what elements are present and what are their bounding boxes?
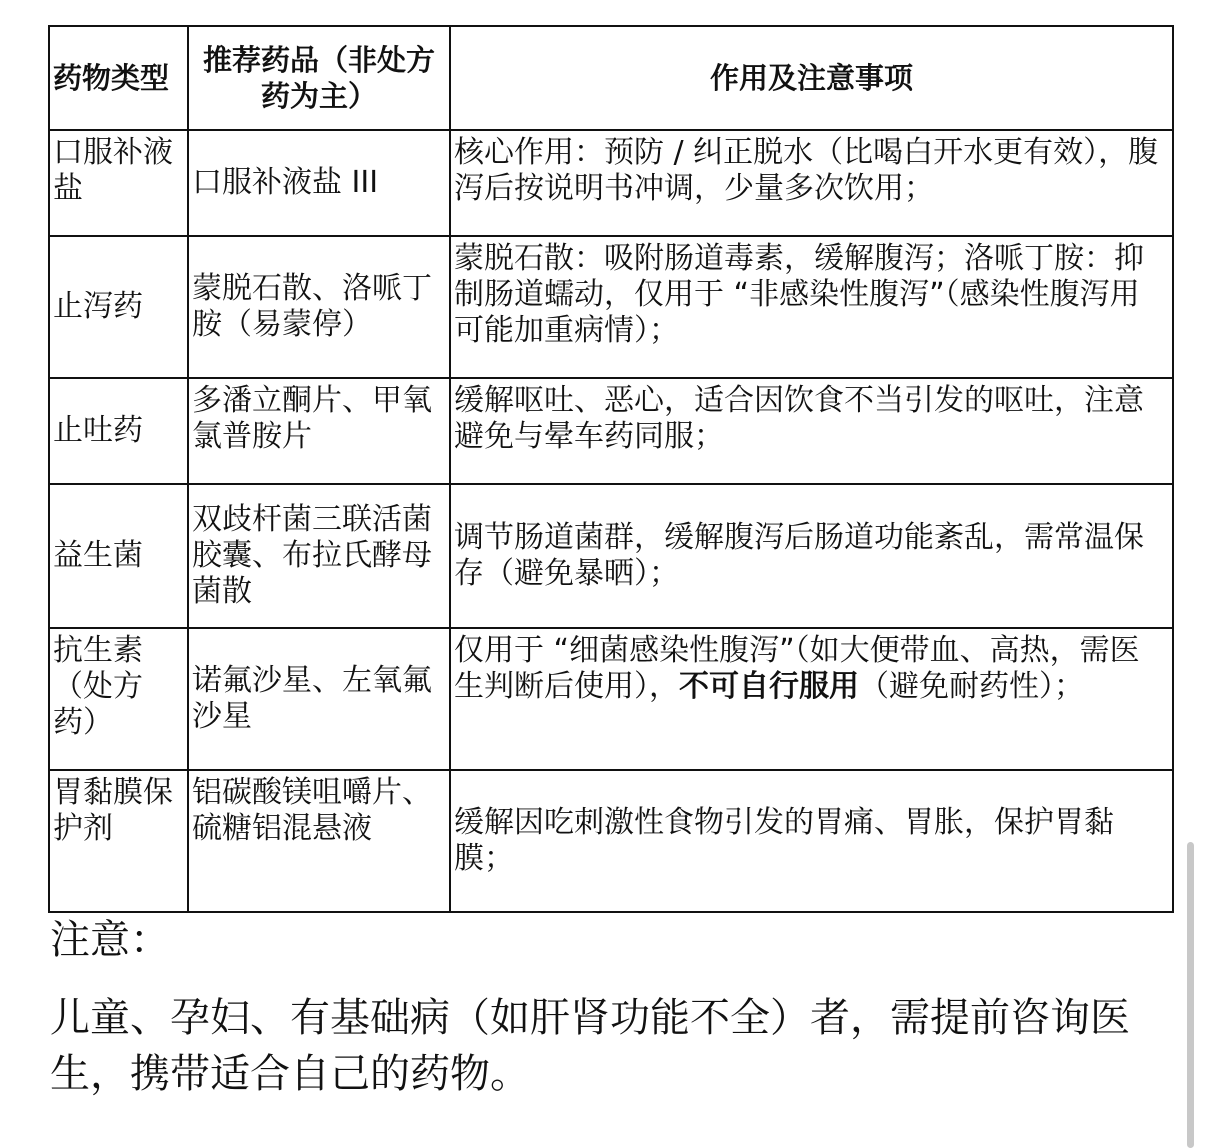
row-drug: 双歧杆菌三联活菌胶囊、布拉氏酵母菌散 bbox=[188, 484, 450, 628]
header-recommended-drugs: 推荐药品（非处方药为主） bbox=[188, 26, 450, 130]
table-row bbox=[49, 628, 1173, 770]
row-type: 止吐药 bbox=[49, 378, 188, 484]
row-drug: 多潘立酮片、甲氧氯普胺片 bbox=[188, 378, 450, 484]
row-note bbox=[450, 628, 1173, 770]
table-header-row bbox=[49, 26, 1173, 130]
scrollbar[interactable] bbox=[1187, 842, 1194, 1148]
header-drug-type: 药物类型 bbox=[49, 26, 188, 130]
row-note: 调节肠道菌群，缓解腹泻后肠道功能紊乱，需常温保存（避免暴晒）； bbox=[450, 484, 1173, 628]
row-drug: 蒙脱石散、洛哌丁胺（易蒙停） bbox=[188, 236, 450, 378]
table-row bbox=[49, 378, 1173, 484]
notice-title: 注意： bbox=[50, 917, 170, 963]
table-row bbox=[49, 770, 1173, 912]
row-note: 蒙脱石散：吸附肠道毒素，缓解腹泻；洛哌丁胺：抑制肠道蠕动，仅用于 “非感染性腹泻”（感染性腹泻用可能加重病情）； bbox=[450, 236, 1173, 378]
row-type: 口服补液盐 bbox=[49, 130, 188, 236]
notice-text: 儿童、孕妇、有基础病（如肝肾功能不全）者，需提前咨询医生，携带适合自己的药物。 bbox=[50, 995, 1130, 1097]
table-row bbox=[49, 130, 1173, 236]
row-note: 缓解呕吐、恶心，适合因饮食不当引发的呕吐，注意避免与晕车药同服； bbox=[450, 378, 1173, 484]
row-drug: 铝碳酸镁咀嚼片、硫糖铝混悬液 bbox=[188, 770, 450, 912]
header-effects-notes: 作用及注意事项 bbox=[450, 26, 1173, 130]
row-type: 抗生素（处方药） bbox=[49, 628, 188, 770]
row-drug: 诺氟沙星、左氧氟沙星 bbox=[188, 628, 450, 770]
row-type: 胃黏膜保护剂 bbox=[49, 770, 188, 912]
row-drug: 口服补液盐 III bbox=[188, 130, 450, 236]
row-type: 止泻药 bbox=[49, 236, 188, 378]
row-type: 益生菌 bbox=[49, 484, 188, 628]
row-note: 缓解因吃刺激性食物引发的胃痛、胃胀，保护胃黏膜； bbox=[450, 770, 1173, 912]
note-text-part: 仅用于 “细菌感染性腹泻”（如大便带血、高热，需医生判断后使用）， bbox=[454, 633, 1140, 704]
row-note: 核心作用：预防 / 纠正脱水（比喝白开水更有效），腹泻后按说明书冲调，少量多次饮用； bbox=[450, 130, 1173, 236]
table-row bbox=[49, 236, 1173, 378]
table-row bbox=[49, 484, 1173, 628]
note-text-part: （避免耐药性）； bbox=[859, 669, 1084, 704]
medicine-table bbox=[48, 25, 1174, 913]
note-warning-bold: 不可自行服用 bbox=[679, 669, 859, 704]
